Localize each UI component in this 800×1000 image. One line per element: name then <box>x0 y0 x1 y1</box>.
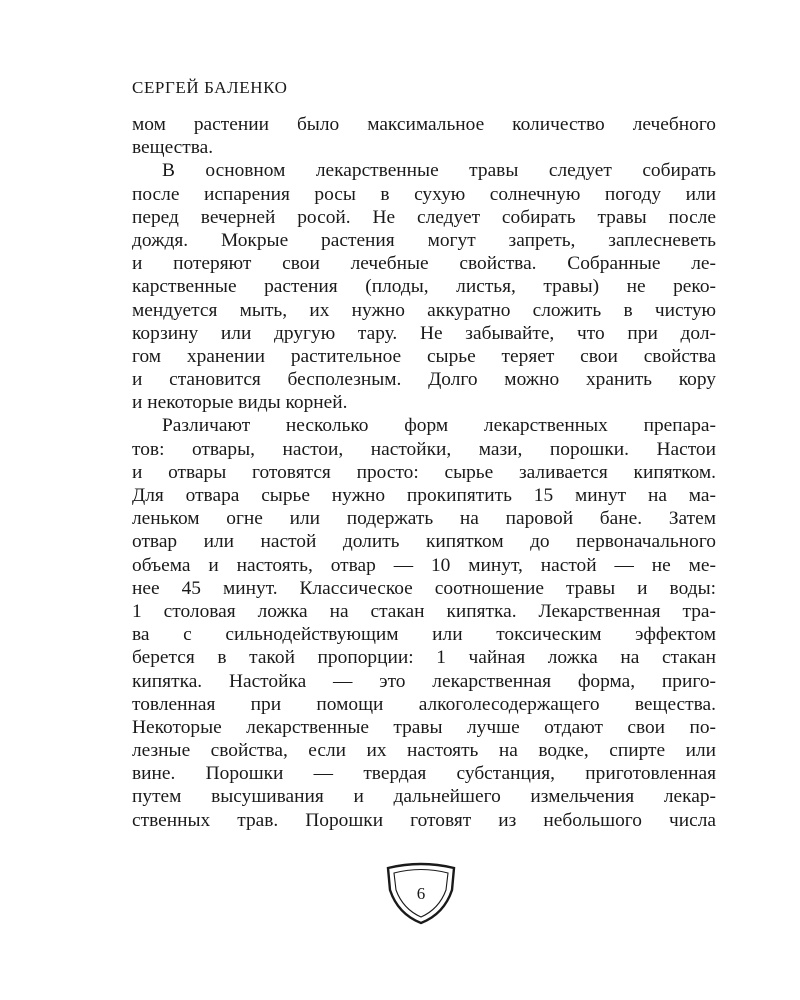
text-line: леньком огне или подержать на паровой бане. Затем <box>132 508 716 530</box>
page-number: 6 <box>416 884 426 903</box>
text-line: корзину или другую тару. Не забывайте, что при дол- <box>132 322 716 344</box>
text-line: мендуется мыть, их нужно аккуратно сложить в чистую <box>132 299 716 321</box>
text-line: после испарения росы в сухую солнечную погоду или <box>132 183 716 205</box>
text-line: 1 столовая ложка на стакан кипятка. Лекарственная тра- <box>132 600 716 622</box>
running-header-author: СЕРГЕЙ БАЛЕНКО <box>132 78 288 97</box>
text-line: товленная при помощи алкоголесодержащего вещества. <box>132 693 716 715</box>
text-line: отвар или настой долить кипятком до первоначального <box>132 531 716 553</box>
text-line: и некоторые виды корней. <box>132 392 348 414</box>
page-number-badge <box>384 862 458 926</box>
text-line: ва с сильнодействующим или токсическим эффектом <box>132 624 716 646</box>
text-line: нее 45 минут. Классическое соотношение травы и воды: <box>132 577 716 599</box>
text-line: лезные свойства, если их настоять на водке, спирте или <box>132 740 716 762</box>
body-text <box>132 113 716 832</box>
text-line: тов: отвары, настои, настойки, мази, порошки. Настои <box>132 438 716 460</box>
text-line: и отвары готовятся просто: сырье заливается кипятком. <box>132 461 716 483</box>
text-line: В основном лекарственные травы следует собирать <box>162 160 716 182</box>
text-line: дождя. Мокрые растения могут запреть, заплесневеть <box>132 229 716 251</box>
text-line: Некоторые лекарственные травы лучше отдают свои по- <box>132 716 716 738</box>
text-line: кипятка. Настойка — это лекарственная форма, приго- <box>132 670 716 692</box>
text-line: мом растении было максимальное количество лечебного <box>132 114 716 135</box>
text-line: путем высушивания и дальнейшего измельчения лекар- <box>132 786 716 808</box>
text-line: карственные растения (плоды, листья, травы) не реко- <box>132 276 716 298</box>
text-line: ственных трав. Порошки готовят из небольшого числа <box>132 809 716 831</box>
text-line: объема и настоять, отвар — 10 минут, настой — не ме- <box>132 554 716 576</box>
text-line: вещества. <box>132 137 214 159</box>
text-line: гом хранении растительное сырье теряет свои свойства <box>132 345 716 367</box>
text-line: и становится бесполезным. Долго можно хранить кору <box>132 369 716 391</box>
text-line: Для отвара сырье нужно прокипятить 15 минут на ма- <box>132 485 716 506</box>
text-line: перед вечерней росой. Не следует собирать травы после <box>132 206 716 228</box>
text-line: и потеряют свои лечебные свойства. Собранные ле- <box>132 253 716 275</box>
text-line: берется в такой пропорции: 1 чайная ложка на стакан <box>132 647 716 669</box>
text-line: вине. Порошки — твердая субстанция, приготовленная <box>132 763 716 785</box>
text-line: Различают несколько форм лекарственных препара- <box>162 415 716 437</box>
